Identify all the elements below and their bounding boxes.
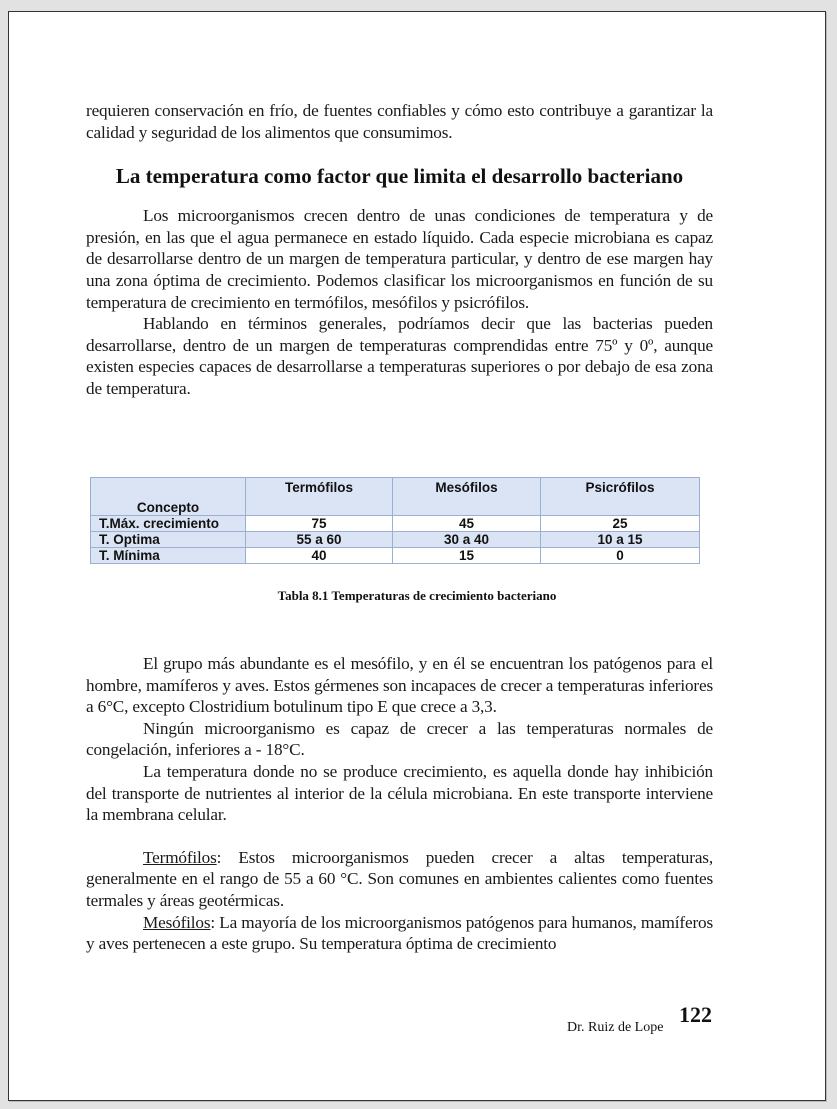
temperature-table xyxy=(90,477,700,564)
table-row xyxy=(91,516,700,532)
table-cell: 45 xyxy=(393,516,541,532)
table-header-termofilos: Termófilos xyxy=(246,478,393,516)
table-caption: Tabla 8.1 Temperaturas de crecimiento bacteriano xyxy=(277,588,557,603)
table-cell: 15 xyxy=(393,548,541,564)
table-header-concept: Concepto xyxy=(91,478,246,516)
body-paragraph: La temperatura donde no se produce crecimiento, es aquella donde hay inhibición del transporte de nutrientes al interior de la célula microbiana. En este transporte interviene la membrana celular. xyxy=(86,761,713,825)
table-cell: 25 xyxy=(541,516,700,532)
termofilos-term: Termófilos xyxy=(143,847,217,867)
table-cell: 0 xyxy=(541,548,700,564)
mesofilos-paragraph xyxy=(86,912,713,955)
termofilos-paragraph xyxy=(86,847,713,912)
table-row-label: T. Optima xyxy=(91,532,246,548)
table-cell: 10 a 15 xyxy=(541,532,700,548)
table-cell: 75 xyxy=(246,516,393,532)
page-number: 122 xyxy=(679,1002,712,1027)
temperature-table-wrapper xyxy=(90,477,700,564)
table-header-psicrofilos: Psicrófilos xyxy=(541,478,700,516)
termofilos-text: : Estos microorganismos pueden crecer a altas temperaturas, generalmente en el rango de 55 a 60 °C. Son comunes en ambientes calientes como fuentes termales y áreas geotérmicas. xyxy=(86,847,713,910)
mesofilos-term: Mesófilos xyxy=(143,912,211,932)
body-paragraph: El grupo más abundante es el mesófilo, y en él se encuentran los patógenos para el hombre, mamíferos y aves. Estos gérmenes son incapaces de crecer a temperaturas inferiores a 6°C, excepto Clostridium botulinum tipo E que crece a 3,3. xyxy=(86,654,713,717)
table-row-label: T.Máx. crecimiento xyxy=(91,516,246,532)
page-content xyxy=(86,100,713,400)
table-cell: 30 a 40 xyxy=(393,532,541,548)
table-header-row xyxy=(91,478,700,516)
body-paragraph: Ningún microorganismo es capaz de crecer a las temperaturas normales de congelación, inferiores a - 18°C. xyxy=(86,718,713,760)
footer-author: Dr. Ruiz de Lope xyxy=(567,1020,664,1035)
table-row xyxy=(91,532,700,548)
table-row xyxy=(91,548,700,564)
table-cell: 55 a 60 xyxy=(246,532,393,548)
table-cell: 40 xyxy=(246,548,393,564)
table-header-mesofilos: Mesófilos xyxy=(393,478,541,516)
mesofilos-text: : La mayoría de los microorganismos patógenos para humanos, mamíferos y aves pertenecen a este grupo. Su temperatura óptima de crecimiento xyxy=(86,912,713,954)
body-paragraph: Hablando en términos generales, podríamos decir que las bacterias pueden desarrollarse, dentro de un margen de temperaturas comprendidas entre 75º y 0º, aunque existen especies capaces de desarrollarse a temperaturas superiores o por debajo de esa zona de temperatura. xyxy=(86,314,713,398)
document-page xyxy=(8,11,826,1101)
intro-paragraph: requieren conservación en frío, de fuentes confiables y cómo esto contribuye a garantizar la calidad y seguridad de los alimentos que consumimos. xyxy=(86,101,713,142)
section-heading: La temperatura como factor que limita el desarrollo bacteriano xyxy=(115,164,684,189)
page-content-lower xyxy=(86,653,713,955)
body-paragraph: Los microorganismos crecen dentro de unas condiciones de temperatura y de presión, en las que el agua permanece en estado líquido. Cada especie microbiana es capaz de desarrollarse dentro de un margen de temperatura particular, y dentro de ese margen hay una zona óptima de crecimiento. Podemos clasificar los microorganismos en función de su temperatura de crecimiento en termófilos, mesófilos y psicrófilos. xyxy=(86,206,713,312)
table-row-label: T. Mínima xyxy=(91,548,246,564)
